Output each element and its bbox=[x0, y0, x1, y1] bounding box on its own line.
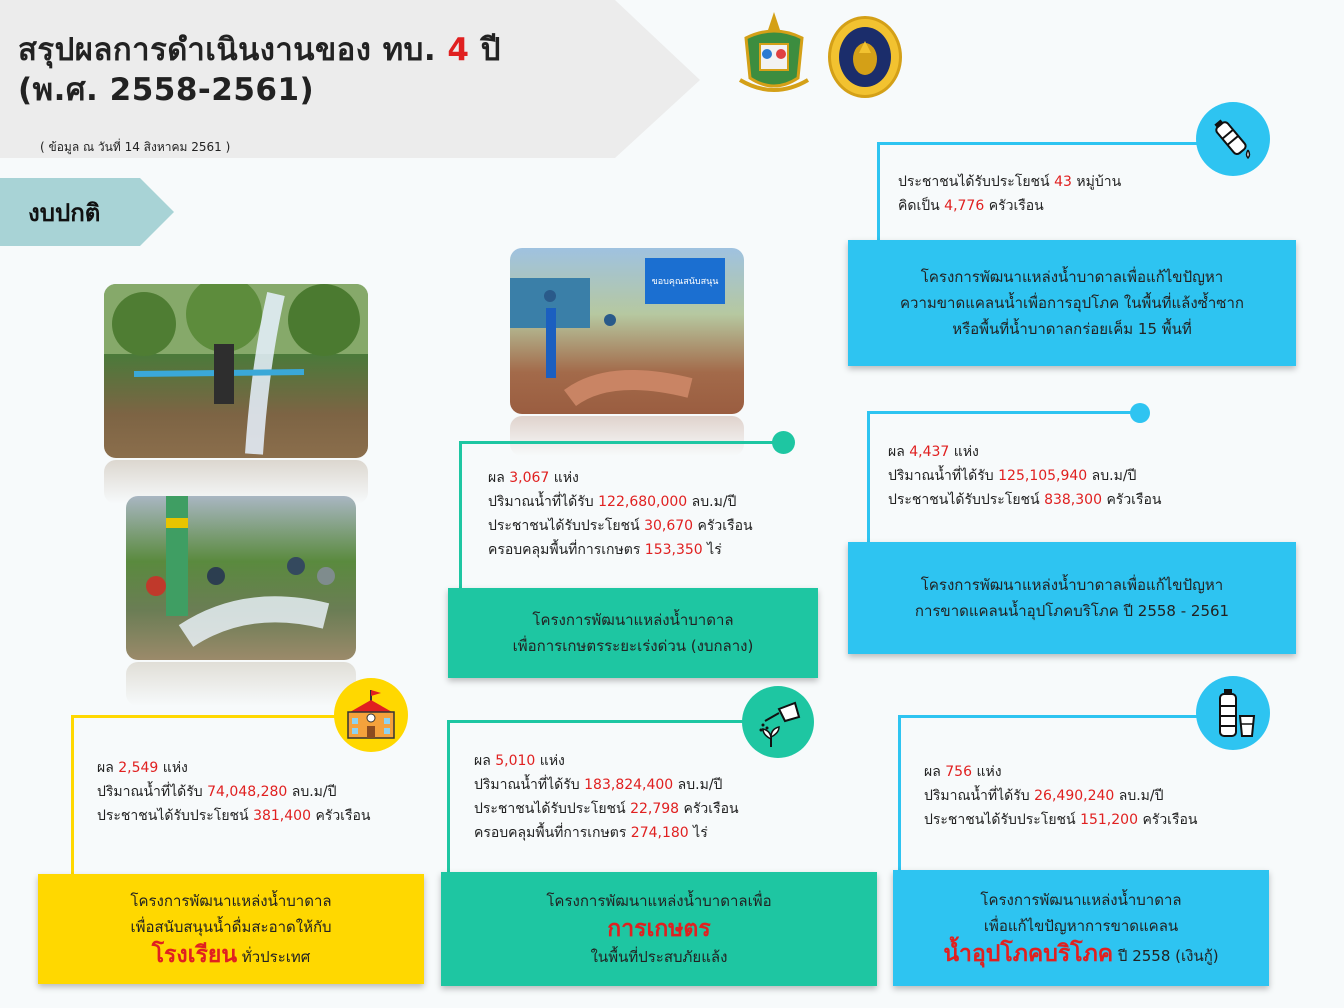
connector-line bbox=[898, 715, 1198, 718]
connector-line bbox=[447, 720, 450, 876]
photo-well-site-sign bbox=[510, 248, 744, 414]
stat-block-bottom-left: ผล 2,549 แห่ง ปริมาณน้ำที่ได้รับ 74,048,280 ลบ.ม/ปี ประชาชนได้รับประโยชน์ 381,400 ครัวเรือน bbox=[97, 760, 371, 824]
stat-block-center-top: ผล 3,067 แห่ง ปริมาณน้ำที่ได้รับ 122,680,000 ลบ.ม/ปี ประชาชนได้รับประโยชน์ 30,670 ครัวเรือน ครอบคลุมพื้นที่การเกษตร 153,350 ไร่ bbox=[488, 470, 753, 558]
connector-line bbox=[898, 715, 901, 871]
stat-block-bottom-right: ผล 756 แห่ง ปริมาณน้ำที่ได้รับ 26,490,240 ลบ.ม/ปี ประชาชนได้รับประโยชน์ 151,200 ครัวเรือน bbox=[924, 764, 1198, 828]
connector-dot bbox=[772, 431, 795, 454]
water-bottle-icon bbox=[1196, 102, 1270, 176]
school-icon bbox=[334, 678, 408, 752]
photo-people-celebrating bbox=[126, 496, 356, 660]
photo-water-pipe-farm bbox=[104, 284, 368, 458]
photo-sign-text: ขอบคุณสนับสนุน bbox=[651, 277, 719, 287]
project-box-brackish-water: โครงการพัฒนาแหล่งน้ำบาดาลเพื่อแก้ไขปัญหา ความขาดแคลนน้ำเพื่อการอุปโภค ในพื้นที่แล้งซ้ำซาก หรือพื้นที่น้ำบาดาลกร่อยเค็ม 15 พื้นที่ bbox=[848, 240, 1296, 366]
project-box-drought-agriculture: โครงการพัฒนาแหล่งน้ำบาดาลเพื่อ การเกษตร ในพื้นที่ประสบภัยแล้ง bbox=[441, 872, 877, 986]
connector-line bbox=[447, 720, 745, 723]
connector-line bbox=[459, 441, 462, 589]
watering-can-icon bbox=[742, 686, 814, 758]
stat-block-bottom-center: ผล 5,010 แห่ง ปริมาณน้ำที่ได้รับ 183,824,400 ลบ.ม/ปี ประชาชนได้รับประโยชน์ 22,798 ครัวเรือน ครอบคลุมพื้นที่การเกษตร 274,180 ไร่ bbox=[474, 753, 739, 841]
photo-reflection bbox=[510, 416, 744, 456]
page-title: สรุปผลการดำเนินงานของ ทบ. 4 ปี (พ.ศ. 2558-2561) bbox=[18, 32, 501, 108]
drinking-water-icon bbox=[1196, 676, 1270, 750]
ministry-emblem-logo bbox=[734, 8, 814, 98]
connector-line bbox=[71, 715, 74, 875]
project-box-urgent-agriculture: โครงการพัฒนาแหล่งน้ำบาดาล เพื่อการเกษตรระยะเร่งด่วน (งบกลาง) bbox=[448, 588, 818, 678]
project-box-loan-consumption: โครงการพัฒนาแหล่งน้ำบาดาล เพื่อแก้ไขปัญหาการขาดแคลน น้ำอุปโภคบริโภค ปี 2558 (เงินกู้) bbox=[893, 870, 1269, 986]
photo-reflection bbox=[126, 662, 356, 706]
project-box-consumption-water: โครงการพัฒนาแหล่งน้ำบาดาลเพื่อแก้ไขปัญหา การขาดแคลนน้ำอุปโภคบริโภค ปี 2558 - 2561 bbox=[848, 542, 1296, 654]
budget-tag-label: งบปกติ bbox=[28, 199, 101, 227]
connector-line bbox=[867, 411, 870, 543]
dgr-department-logo bbox=[828, 16, 902, 98]
connector-line bbox=[877, 142, 880, 240]
as-of-date: ( ข้อมูล ณ วันที่ 14 สิงหาคม 2561 ) bbox=[40, 140, 231, 154]
project-box-school-water: โครงการพัฒนาแหล่งน้ำบาดาล เพื่อสนับสนุนน้ำดื่มสะอาดให้กับ โรงเรียน ทั่วประเทศ bbox=[38, 874, 424, 984]
connector-line bbox=[867, 411, 1139, 414]
connector-dot bbox=[1130, 403, 1150, 423]
connector-line bbox=[877, 142, 1199, 145]
stat-block-mid-right: ผล 4,437 แห่ง ปริมาณน้ำที่ได้รับ 125,105,940 ลบ.ม/ปี ประชาชนได้รับประโยชน์ 838,300 ครัวเรือน bbox=[888, 444, 1162, 508]
connector-line bbox=[71, 715, 337, 718]
connector-line bbox=[459, 441, 783, 444]
stat-block-top-right: ประชาชนได้รับประโยชน์ 43 หมู่บ้าน คิดเป็น 4,776 ครัวเรือน bbox=[898, 174, 1122, 214]
